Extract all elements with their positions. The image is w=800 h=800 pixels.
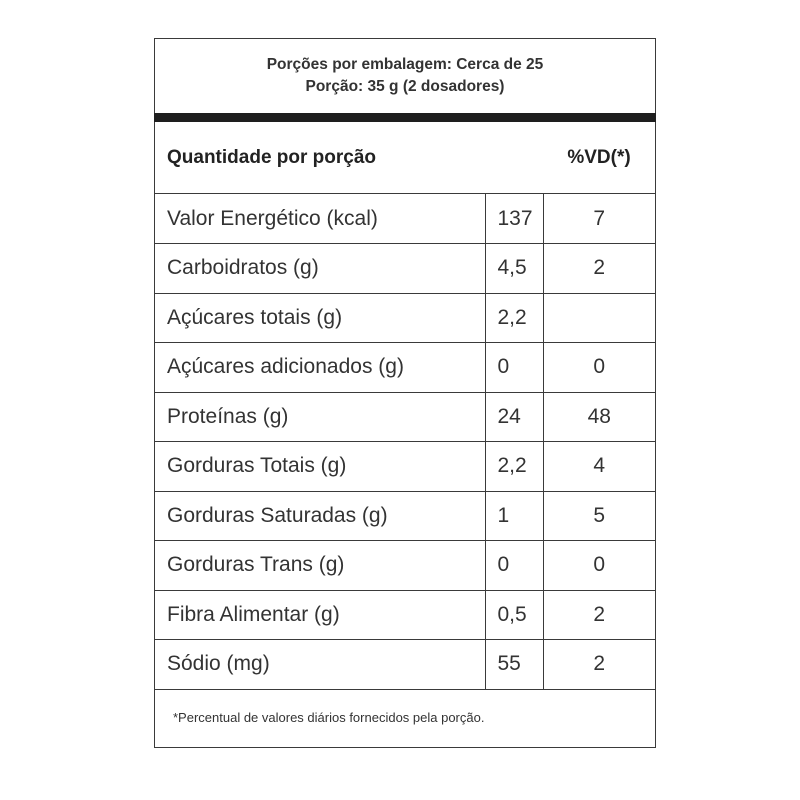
nutrient-daily-value: 0	[543, 343, 655, 393]
column-header	[155, 122, 655, 194]
nutrient-daily-value: 48	[543, 392, 655, 442]
nutrient-name: Fibra Alimentar (g)	[155, 590, 485, 640]
nutrient-amount: 0	[485, 541, 543, 591]
nutrient-name: Gorduras Saturadas (g)	[155, 491, 485, 541]
nutrient-daily-value: 2	[543, 640, 655, 690]
table-row	[155, 194, 655, 244]
nutrient-amount: 55	[485, 640, 543, 690]
nutrient-table	[155, 194, 655, 690]
nutrient-name: Açúcares adicionados (g)	[155, 343, 485, 393]
daily-value-heading: %VD(*)	[567, 146, 631, 168]
nutrient-name: Proteínas (g)	[155, 392, 485, 442]
table-row	[155, 491, 655, 541]
table-row	[155, 640, 655, 690]
nutrient-amount: 0,5	[485, 590, 543, 640]
nutrient-daily-value: 2	[543, 590, 655, 640]
nutrient-name: Gorduras Trans (g)	[155, 541, 485, 591]
nutrient-daily-value	[543, 293, 655, 343]
table-row	[155, 293, 655, 343]
nutrient-daily-value: 4	[543, 442, 655, 492]
table-row	[155, 392, 655, 442]
nutrient-amount: 0	[485, 343, 543, 393]
serving-info	[155, 39, 655, 113]
table-row	[155, 244, 655, 294]
footnote: *Percentual de valores diários fornecidos pela porção.	[173, 709, 485, 725]
nutrition-facts-label	[154, 38, 656, 748]
nutrient-daily-value: 2	[543, 244, 655, 294]
servings-per-package: Porções por embalagem: Cerca de 25	[266, 56, 544, 73]
nutrient-amount: 137	[485, 194, 543, 244]
nutrient-daily-value: 0	[543, 541, 655, 591]
nutrient-amount: 2,2	[485, 293, 543, 343]
table-row	[155, 442, 655, 492]
nutrient-amount: 24	[485, 392, 543, 442]
nutrient-name: Gorduras Totais (g)	[155, 442, 485, 492]
thick-divider	[154, 113, 656, 122]
nutrient-amount: 1	[485, 491, 543, 541]
nutrient-amount: 2,2	[485, 442, 543, 492]
nutrient-daily-value: 7	[543, 194, 655, 244]
nutrient-name: Sódio (mg)	[155, 640, 485, 690]
table-row	[155, 590, 655, 640]
nutrient-name: Valor Energético (kcal)	[155, 194, 485, 244]
table-row	[155, 343, 655, 393]
serving-size: Porção: 35 g (2 dosadores)	[305, 78, 505, 95]
nutrient-daily-value: 5	[543, 491, 655, 541]
nutrient-name: Carboidratos (g)	[155, 244, 485, 294]
nutrient-amount: 4,5	[485, 244, 543, 294]
nutrient-name: Açúcares totais (g)	[155, 293, 485, 343]
quantity-per-serving-heading: Quantidade por porção	[167, 146, 377, 168]
table-row	[155, 541, 655, 591]
